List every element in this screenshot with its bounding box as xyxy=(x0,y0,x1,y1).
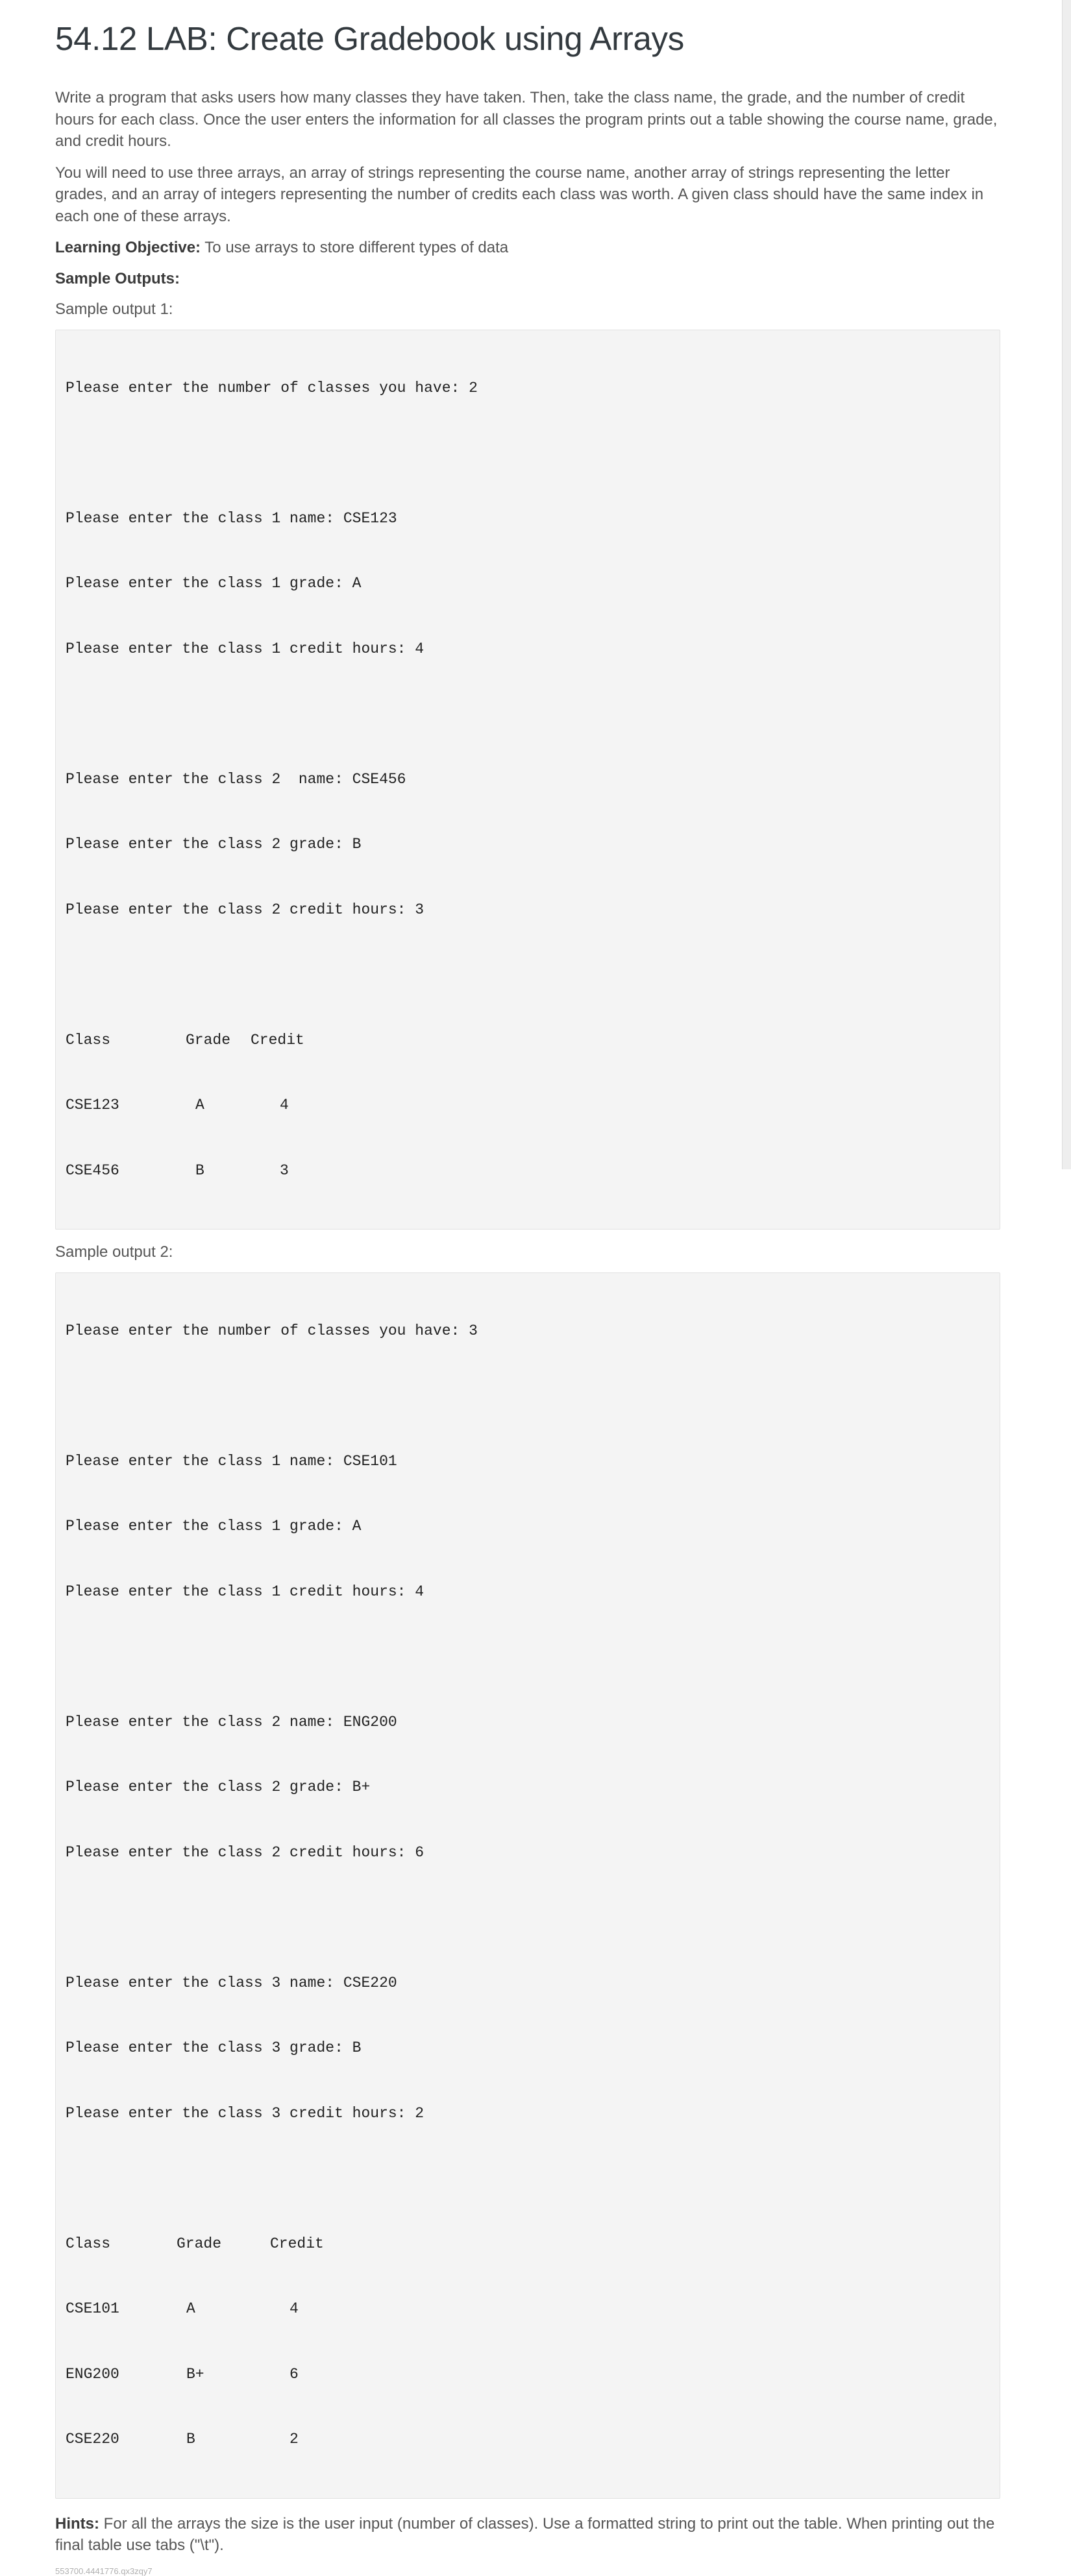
code-blank-line xyxy=(66,443,991,465)
learning-objective-label: Learning Objective: xyxy=(55,239,201,256)
table-cell-grade: B xyxy=(195,1161,204,1179)
table-header-row xyxy=(66,2233,991,2255)
table-header-cell: Grade xyxy=(177,2235,222,2252)
table-cell-class: CSE101 xyxy=(66,2300,119,2317)
code-line: Please enter the class 2 name: CSE456 xyxy=(66,770,406,788)
table-header-cell: Credit xyxy=(251,1031,304,1049)
code-line: Please enter the class 1 credit hours: 4 xyxy=(66,1583,425,1600)
code-line: Please enter the class 1 name: CSE123 xyxy=(66,509,397,527)
lab-content xyxy=(55,16,1000,2576)
page-scrollbar[interactable] xyxy=(1062,0,1071,1169)
table-cell-class: CSE123 xyxy=(66,1097,119,1113)
table-cell-credit: 2 xyxy=(289,2431,299,2448)
code-blank-line xyxy=(66,2168,991,2190)
code-line: Please enter the class 3 credit hours: 2 xyxy=(66,2104,425,2122)
code-line: Please enter the class 2 name: ENG200 xyxy=(66,1713,397,1731)
code-blank-line xyxy=(66,703,991,725)
code-line: Please enter the class 3 name: CSE220 xyxy=(66,1974,397,1991)
hints-paragraph xyxy=(55,2513,1000,2557)
page-title: 54.12 LAB: Create Gradebook using Arrays xyxy=(55,20,684,57)
code-line: Please enter the class 2 grade: B xyxy=(66,836,362,853)
code-blank-line xyxy=(66,964,991,986)
table-cell-class: CSE220 xyxy=(66,2431,119,2448)
code-line: Please enter the number of classes you have: 3 xyxy=(66,1322,478,1339)
code-line: Please enter the class 2 credit hours: 3 xyxy=(66,901,425,918)
table-cell-class: ENG200 xyxy=(66,2365,119,2383)
table-row xyxy=(66,2429,991,2451)
learning-objective xyxy=(55,237,1000,259)
table-cell-grade: A xyxy=(186,2300,195,2317)
code-line: Please enter the class 1 grade: A xyxy=(66,1518,362,1535)
code-line: Please enter the number of classes you have: 2 xyxy=(66,379,478,396)
table-header-cell: Grade xyxy=(186,1031,231,1049)
table-header-row xyxy=(66,1030,991,1052)
sample-output-1-block xyxy=(55,330,1000,1230)
table-cell-grade: A xyxy=(195,1097,204,1113)
table-row xyxy=(66,2298,991,2320)
sample-output-1-label: Sample output 1: xyxy=(55,300,173,318)
code-line: Please enter the class 3 grade: B xyxy=(66,2039,362,2056)
lab-id-footer: 553700.4441776.qx3zqy7 xyxy=(55,2566,153,2576)
table-cell-credit: 6 xyxy=(289,2365,299,2383)
code-blank-line xyxy=(66,1646,991,1668)
code-line: Please enter the class 1 grade: A xyxy=(66,575,362,592)
hints-label: Hints: xyxy=(55,2514,99,2533)
sample-output-2-label: Sample output 2: xyxy=(55,1243,173,1261)
table-cell-grade: B xyxy=(186,2431,195,2448)
code-line: Please enter the class 2 grade: B+ xyxy=(66,1779,371,1795)
sample-outputs-label: Sample Outputs: xyxy=(55,269,180,287)
code-line: Please enter the class 1 name: CSE101 xyxy=(66,1452,397,1470)
table-cell-credit: 3 xyxy=(280,1161,289,1179)
table-cell-credit: 4 xyxy=(280,1097,289,1113)
table-row xyxy=(66,1095,991,1117)
table-cell-credit: 4 xyxy=(289,2300,299,2317)
code-blank-line xyxy=(66,1385,991,1407)
hints-text: For all the arrays the size is the user input (number of classes). Use a formatted string to print out the table. When printing out the final table use tabs ("\t"). xyxy=(55,2514,995,2554)
sample-output-2-block xyxy=(55,1272,1000,2499)
table-header-cell: Credit xyxy=(270,2235,324,2252)
table-header-cell: Class xyxy=(66,2235,111,2252)
table-row xyxy=(66,1160,991,1182)
table-header-cell: Class xyxy=(66,1031,111,1049)
table-row xyxy=(66,2364,991,2386)
code-line: Please enter the class 1 credit hours: 4 xyxy=(66,640,425,657)
code-line: Please enter the class 2 credit hours: 6 xyxy=(66,1843,425,1861)
learning-objective-text: To use arrays to store different types of data xyxy=(201,239,509,256)
table-cell-grade: B+ xyxy=(186,2365,204,2383)
sample-outputs-heading xyxy=(55,268,1000,290)
description-paragraph-1: Write a program that asks users how many classes they have taken. Then, take the class name, the grade, and the number of credit hours for each class. Once the user enters the information for all classes the program prints out a table showing the course name, grade, and credit hours. xyxy=(55,89,998,150)
code-blank-line xyxy=(66,1907,991,1929)
description-paragraph-2: You will need to use three arrays, an array of strings representing the course name, another array of strings representing the letter grades, and an array of integers representing the number of credits each class was worth. A given class should have the same index in each one of these arrays. xyxy=(55,164,984,225)
table-cell-class: CSE456 xyxy=(66,1161,119,1179)
